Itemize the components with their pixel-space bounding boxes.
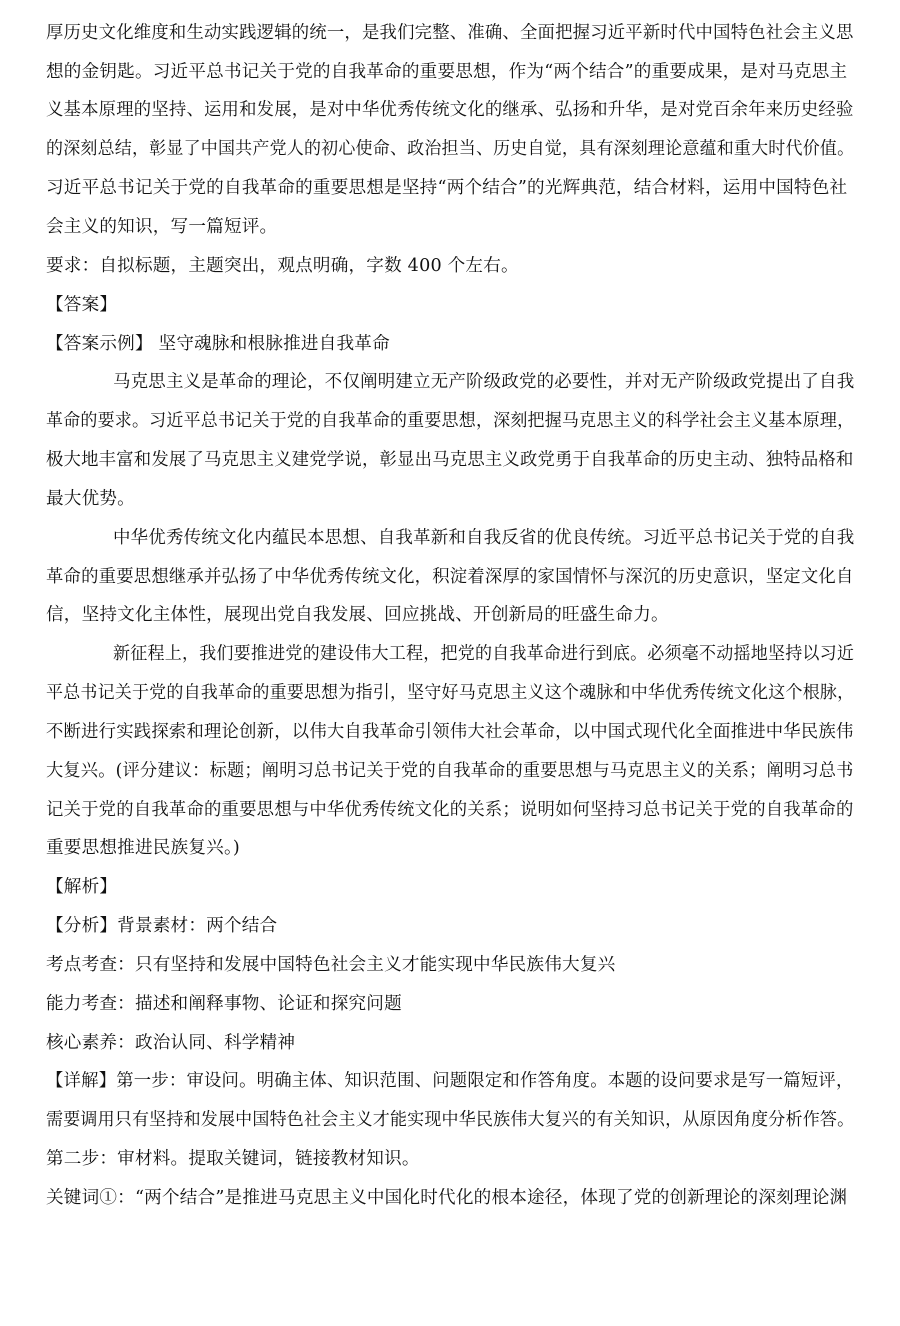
intro-line: 想的金钥匙。习近平总书记关于党的自我革命的重要思想，作为“两个结合”的重要成果，是对马克思主 bbox=[46, 62, 848, 82]
paragraph-line: 信，坚持文化主体性，展现出党自我发展、回应挑战、开创新局的旺盛生命力。 bbox=[46, 605, 669, 625]
analysis-heading: 【解析】 bbox=[46, 877, 118, 897]
intro-line: 的深刻总结，彰显了中国共产党人的初心使命、政治担当、历史自觉，具有深刻理论意蕴和重大时代价值。 bbox=[46, 139, 855, 159]
detail-line: 关键词①：“两个结合”是推进马克思主义中国化时代化的根本途径，体现了党的创新理论的深刻理论渊 bbox=[46, 1188, 848, 1208]
detail-line: 【详解】第一步：审设问。明确主体、知识范围、问题限定和作答角度。本题的设问要求是写一篇短评， bbox=[46, 1071, 854, 1091]
analysis-suyang: 核心素养：政治认同、科学精神 bbox=[46, 1033, 296, 1053]
paragraph-line: 马克思主义是革命的理论，不仅阐明建立无产阶级政党的必要性，并对无产阶级政党提出了自我 bbox=[113, 372, 855, 392]
paragraph-line: 最大优势。 bbox=[46, 489, 135, 509]
intro-line: 厚历史文化维度和生动实践逻辑的统一，是我们完整、准确、全面把握习近平新时代中国特色社会主义思 bbox=[46, 23, 854, 43]
answer-example-title: 【答案示例】 坚守魂脉和根脉推进自我革命 bbox=[46, 334, 390, 354]
intro-line: 义基本原理的坚持、运用和发展，是对中华优秀传统文化的继承、弘扬和升华，是对党百余年来历史经验 bbox=[46, 100, 854, 120]
analysis-kaodian: 考点考查：只有坚持和发展中国特色社会主义才能实现中华民族伟大复兴 bbox=[46, 955, 616, 975]
paragraph-line: 重要思想推进民族复兴。) bbox=[46, 838, 240, 858]
analysis-fenxi: 【分析】背景素材：两个结合 bbox=[46, 916, 278, 936]
question-line: 会主义的知识，写一篇短评。 bbox=[46, 217, 278, 237]
analysis-nengli: 能力考查：描述和阐释事物、论证和探究问题 bbox=[46, 994, 402, 1014]
paragraph-line: 记关于党的自我革命的重要思想与中华优秀传统文化的关系；说明如何坚持习总书记关于党的自我革命的 bbox=[46, 800, 854, 820]
requirement-text: 要求：自拟标题，主题突出，观点明确，字数 400 个左右。 bbox=[46, 256, 519, 276]
paragraph-line: 新征程上，我们要推进党的建设伟大工程，把党的自我革命进行到底。必须毫不动摇地坚持以习近 bbox=[113, 644, 855, 664]
paragraph-line: 平总书记关于党的自我革命的重要思想为指引，坚守好马克思主义这个魂脉和中华优秀传统文化这个根脉， bbox=[46, 683, 855, 703]
answer-heading: 【答案】 bbox=[46, 295, 118, 315]
question-line: 习近平总书记关于党的自我革命的重要思想是坚持“两个结合”的光辉典范，结合材料，运用中国特色社 bbox=[46, 178, 848, 198]
paragraph-line: 大复兴。(评分建议：标题；阐明习总书记关于党的自我革命的重要思想与马克思主义的关系；阐明习总书 bbox=[46, 761, 854, 781]
paragraph-line: 极大地丰富和发展了马克思主义建党学说，彰显出马克思主义政党勇于自我革命的历史主动、独特品格和 bbox=[46, 450, 854, 470]
paragraph-line: 革命的要求。习近平总书记关于党的自我革命的重要思想，深刻把握马克思主义的科学社会主义基本原理， bbox=[46, 411, 855, 431]
paragraph-line: 中华优秀传统文化内蕴民本思想、自我革新和自我反省的优良传统。习近平总书记关于党的自我 bbox=[113, 528, 855, 548]
paragraph-line: 不断进行实践探索和理论创新，以伟大自我革命引领伟大社会革命，以中国式现代化全面推进中华民族伟 bbox=[46, 722, 854, 742]
detail-line: 需要调用只有坚持和发展中国特色社会主义才能实现中华民族伟大复兴的有关知识，从原因角度分析作答。 bbox=[46, 1110, 855, 1130]
detail-line: 第二步：审材料。提取关键词，链接教材知识。 bbox=[46, 1149, 420, 1169]
paragraph-line: 革命的重要思想继承并弘扬了中华优秀传统文化，积淀着深厚的家国情怀与深沉的历史意识，坚定文化自 bbox=[46, 567, 854, 587]
